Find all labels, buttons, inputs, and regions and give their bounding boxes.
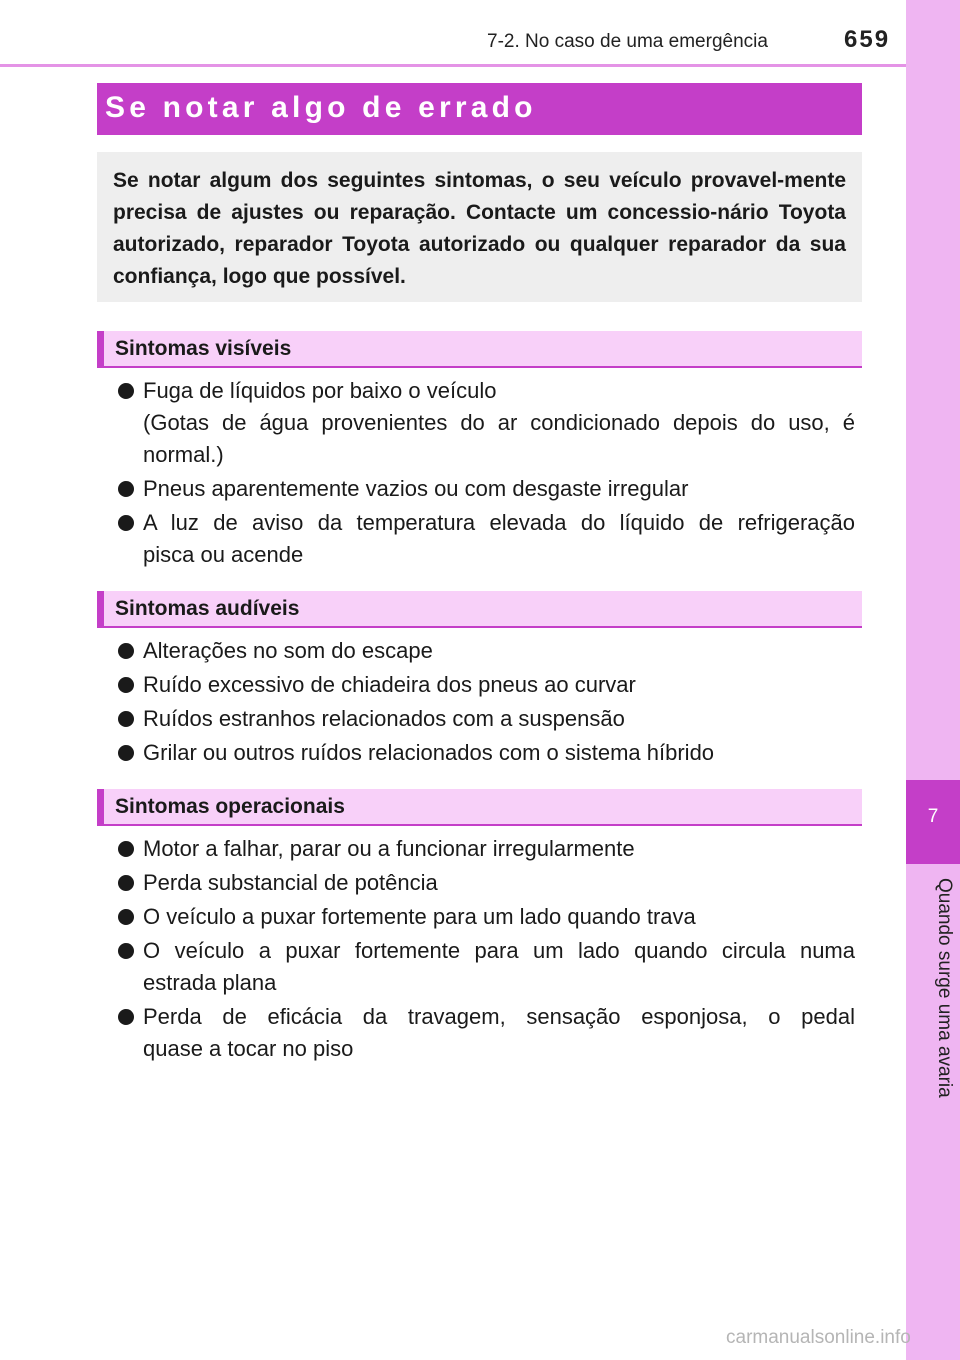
- intro-text: Se notar algum dos seguintes sintomas, o seu veículo provavel-mente precisa de ajustes ou reparação. Contacte um concessio-nário Toyota autorizado, reparador Toyota autorizado ou qualquer reparador da sua confiança, logo que possível.: [113, 169, 846, 288]
- section-header-visible-symptoms: [97, 331, 862, 368]
- header-divider: [0, 64, 906, 67]
- intro-box: [97, 152, 862, 302]
- list-item: [97, 375, 855, 471]
- section-heading: Sintomas audíveis: [115, 597, 300, 620]
- bullet-icon: [118, 875, 134, 891]
- bullet-icon: [118, 745, 134, 761]
- list-item: [97, 833, 855, 865]
- list-item-text: Fuga de líquidos por baixo o veículo: [143, 378, 497, 403]
- list-item-text: Ruídos estranhos relacionados com a suspensão: [143, 706, 625, 731]
- list-item-text: Alterações no som do escape: [143, 638, 433, 663]
- list-item: [97, 901, 855, 933]
- chapter-title: Quando surge uma avaria: [934, 878, 955, 1098]
- list-item-text: Grilar ou outros ruídos relacionados com o sistema híbrido: [143, 740, 715, 765]
- list-item: [97, 737, 855, 769]
- section-header-operational-symptoms: [97, 789, 862, 826]
- page-title: Se notar algo de errado: [105, 91, 537, 124]
- bullet-icon: [118, 943, 134, 959]
- visible-symptoms-list: [97, 375, 855, 573]
- section-heading: Sintomas visíveis: [115, 337, 292, 360]
- list-item-text: estrada plana: [143, 970, 277, 995]
- list-item: [97, 935, 855, 999]
- bullet-icon: [118, 481, 134, 497]
- list-item-text: Perda de eficácia da travagem, sensação esponjosa, o pedal: [143, 1004, 855, 1029]
- list-item-text: O veículo a puxar fortemente para um lado quando circula numa: [143, 938, 855, 963]
- audible-symptoms-list: [97, 635, 855, 771]
- bullet-icon: [118, 515, 134, 531]
- list-item-text: Motor a falhar, parar ou a funcionar irregularmente: [143, 836, 635, 861]
- list-item: [97, 867, 855, 899]
- watermark-text: carmanualsonline.info: [726, 1327, 911, 1348]
- list-item-text: Ruído excessivo de chiadeira dos pneus ao curvar: [143, 672, 636, 697]
- list-item: [97, 703, 855, 735]
- bullet-icon: [118, 841, 134, 857]
- list-item: [97, 473, 855, 505]
- bullet-icon: [118, 909, 134, 925]
- list-item-text: pisca ou acende: [143, 542, 304, 567]
- list-item-text: quase a tocar no piso: [143, 1036, 354, 1061]
- list-item: [97, 507, 855, 571]
- bullet-icon: [118, 677, 134, 693]
- page-title-bar: [97, 83, 862, 135]
- list-item: [97, 669, 855, 701]
- section-header-audible-symptoms: [97, 591, 862, 628]
- bullet-icon: [118, 711, 134, 727]
- operational-symptoms-list: [97, 833, 855, 1067]
- list-item: [97, 1001, 855, 1065]
- bullet-icon: [118, 643, 134, 659]
- list-item-text: normal.): [143, 442, 224, 467]
- chapter-side-tab: [906, 0, 960, 1360]
- list-item-text: O veículo a puxar fortemente para um lado quando trava: [143, 904, 696, 929]
- list-item: [97, 635, 855, 667]
- list-item-text: Pneus aparentemente vazios ou com desgaste irregular: [143, 476, 689, 501]
- list-item-text: A luz de aviso da temperatura elevada do líquido de refrigeração: [143, 510, 855, 535]
- list-item-text: Perda substancial de potência: [143, 870, 438, 895]
- bullet-icon: [118, 383, 134, 399]
- bullet-icon: [118, 1009, 134, 1025]
- section-heading: Sintomas operacionais: [115, 795, 345, 818]
- header-section-title: 7-2. No caso de uma emergência: [487, 31, 768, 52]
- page-number: 659: [844, 26, 891, 53]
- chapter-number: 7: [927, 806, 939, 827]
- list-item-text: (Gotas de água provenientes do ar condicionado depois do uso, é: [143, 410, 855, 435]
